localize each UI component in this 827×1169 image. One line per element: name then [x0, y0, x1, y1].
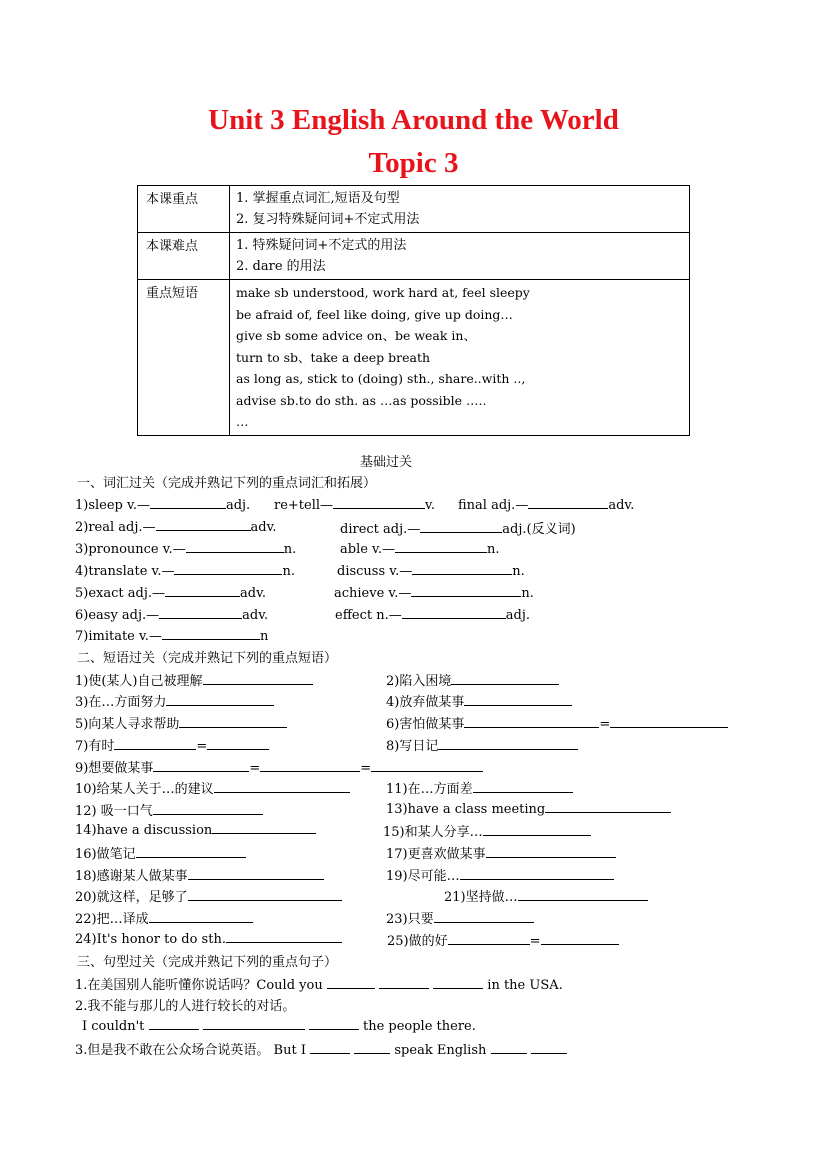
answer-blank[interactable] [212, 821, 316, 834]
answer-blank[interactable] [310, 1041, 350, 1054]
answer-blank[interactable] [149, 1017, 199, 1030]
answer-blank[interactable] [528, 496, 608, 509]
answer-blank[interactable] [136, 845, 246, 858]
answer-blank[interactable] [545, 800, 671, 813]
answer-blank[interactable] [203, 1017, 253, 1030]
answer-blank[interactable] [433, 976, 483, 989]
phrase-item: 24)It's honor to do sth. [75, 930, 342, 947]
sentence-item: 3.但是我不敢在公众场合说英语。 But I speak English [75, 1039, 567, 1058]
vocab-item: able v.— n. [340, 542, 500, 557]
answer-blank[interactable] [451, 672, 559, 685]
phrase-item: 14)have a discussion [75, 821, 316, 838]
vocab-item: 7)imitate v.— n [75, 629, 269, 644]
phrase-item: 19)尽可能… [386, 865, 614, 884]
phrase-item: 1)使(某人)自己被理解 [75, 670, 313, 689]
table-row [138, 280, 690, 436]
answer-blank[interactable] [438, 737, 578, 750]
phrase-line: make sb understood, work hard at, feel sleepy [236, 285, 530, 300]
answer-blank[interactable] [188, 888, 342, 901]
answer-blank[interactable] [412, 562, 512, 575]
basics-heading: 基础过关 [360, 455, 413, 470]
topic-title: Topic 3 [368, 147, 459, 179]
phrase-item: 13)have a class meeting [386, 800, 671, 817]
phrase-item: 9)想要做某事 = = [75, 757, 483, 776]
vocab-item: 6)easy adj.— adv. [75, 608, 269, 623]
answer-blank[interactable] [333, 496, 425, 509]
vocab-item: 3)pronounce v.— n. [75, 542, 297, 557]
phrase-line: give sb some advice on、be weak in、 [236, 328, 476, 343]
phrase-item: 16)做笔记 [75, 843, 246, 862]
table-row [138, 233, 690, 280]
answer-blank[interactable] [214, 780, 350, 793]
answer-blank[interactable] [411, 584, 521, 597]
phrase-item: 11)在…方面差 [386, 778, 573, 797]
answer-blank[interactable] [149, 910, 253, 923]
answer-blank[interactable] [354, 1041, 390, 1054]
row-label: 本课难点 [138, 233, 230, 280]
answer-blank[interactable] [402, 606, 506, 619]
phrase-line: as long as, stick to (doing) sth., share..with .., [236, 371, 526, 386]
phrase-item: 7)有时 = [75, 735, 269, 754]
phrase-item: 6)害怕做某事 = [386, 713, 728, 732]
phrases-heading: 二、短语过关（完成并熟记下列的重点短语） [77, 651, 338, 666]
answer-blank[interactable] [165, 584, 240, 597]
answer-blank[interactable] [188, 867, 324, 880]
answer-blank[interactable] [420, 520, 502, 533]
answer-blank[interactable] [166, 693, 274, 706]
answer-blank[interactable] [541, 932, 619, 945]
phrase-item: 22)把…译成 [75, 908, 253, 927]
answer-blank[interactable] [371, 759, 483, 772]
answer-blank[interactable] [531, 1041, 567, 1054]
answer-blank[interactable] [153, 759, 249, 772]
answer-blank[interactable] [309, 1017, 359, 1030]
answer-blank[interactable] [159, 606, 242, 619]
phrase-item: 18)感谢某人做某事 [75, 865, 324, 884]
phrase-item: 20)就这样，足够了 [75, 886, 342, 905]
focus-table [137, 185, 690, 436]
answer-blank[interactable] [491, 1041, 527, 1054]
unit-title: Unit 3 English Around the World [208, 104, 619, 136]
phrase-item: 4)放弃做某事 [386, 691, 572, 710]
answer-blank[interactable] [174, 562, 282, 575]
sentence-item: I couldn't the people there. [82, 1019, 476, 1034]
key-point-line: 1. 掌握重点词汇,短语及句型 [236, 191, 400, 206]
row-label: 重点短语 [138, 280, 230, 436]
answer-blank[interactable] [253, 1017, 305, 1030]
answer-blank[interactable] [460, 867, 614, 880]
answer-blank[interactable] [114, 737, 196, 750]
answer-blank[interactable] [203, 672, 313, 685]
phrase-item: 8)写日记 [386, 735, 578, 754]
vocab-item: 1)sleep v.— adj. [75, 498, 251, 513]
answer-blank[interactable] [379, 976, 429, 989]
phrase-item: 5)向某人寻求帮助 [75, 713, 287, 732]
vocab-item: discuss v.— n. [337, 564, 525, 579]
phrase-item: 2)陷入困境 [386, 670, 559, 689]
answer-blank[interactable] [464, 693, 572, 706]
phrase-line: be afraid of, feel like doing, give up doing… [236, 306, 513, 322]
table-row [138, 186, 690, 233]
vocab-item: 4)translate v.— n. [75, 564, 295, 579]
phrase-item: 10)给某人关于…的建议 [75, 778, 350, 797]
phrase-line: … [236, 414, 249, 429]
answer-blank[interactable] [156, 518, 251, 531]
answer-blank[interactable] [260, 759, 360, 772]
answer-blank[interactable] [150, 496, 226, 509]
phrase-item: 12) 吸一口气 [75, 800, 263, 819]
sentences-heading: 三、句型过关（完成并熟记下列的重点句子） [77, 955, 338, 970]
vocab-item: re+tell— v. [274, 498, 435, 513]
answer-blank[interactable] [207, 737, 269, 750]
phrase-item: 21)坚持做… [444, 886, 648, 905]
phrase-item: 3)在…方面努力 [75, 691, 274, 710]
phrase-item: 15)和某人分享… [383, 821, 591, 840]
sentence-item: 2.我不能与那儿的人进行较长的对话。 [75, 999, 296, 1014]
answer-blank[interactable] [464, 715, 599, 728]
answer-blank[interactable] [473, 780, 573, 793]
phrase-item: 23)只要 [386, 908, 534, 927]
difficulty-line: 1. 特殊疑问词+不定式的用法 [236, 238, 407, 253]
phrase-line: advise sb.to do sth. as …as possible ….. [236, 392, 487, 408]
vocab-heading: 一、词汇过关（完成并熟记下列的重点词汇和拓展） [77, 476, 377, 491]
answer-blank[interactable] [448, 932, 530, 945]
vocab-item: achieve v.— n. [334, 586, 534, 601]
answer-blank[interactable] [483, 823, 591, 836]
answer-blank[interactable] [486, 845, 616, 858]
answer-blank[interactable] [518, 888, 648, 901]
vocab-item: final adj.— adv. [458, 498, 635, 513]
answer-blank[interactable] [434, 910, 534, 923]
answer-blank[interactable] [610, 715, 728, 728]
answer-blank[interactable] [395, 540, 487, 553]
phrase-item: 17)更喜欢做某事 [386, 843, 616, 862]
answer-blank[interactable] [153, 802, 263, 815]
answer-blank[interactable] [226, 930, 342, 943]
answer-blank[interactable] [179, 715, 287, 728]
answer-blank[interactable] [186, 540, 284, 553]
sentence-item: 1.在美国别人能听懂你说话吗？Could you in the USA. [75, 978, 563, 993]
vocab-item: direct adj.— adj.(反义词) [340, 522, 576, 537]
key-point-line: 2. 复习特殊疑问词+不定式用法 [236, 212, 420, 227]
vocab-item: 5)exact adj.— adv. [75, 586, 267, 601]
answer-blank[interactable] [162, 627, 260, 640]
vocab-item: effect n.— adj. [335, 608, 531, 623]
phrase-line: turn to sb、take a deep breath [236, 349, 431, 365]
answer-blank[interactable] [327, 976, 375, 989]
difficulty-line: 2. dare 的用法 [236, 259, 326, 274]
row-label: 本课重点 [138, 186, 230, 233]
phrase-item: 25)做的好 = [387, 930, 619, 949]
vocab-item: 2)real adj.— adv. [75, 520, 277, 535]
